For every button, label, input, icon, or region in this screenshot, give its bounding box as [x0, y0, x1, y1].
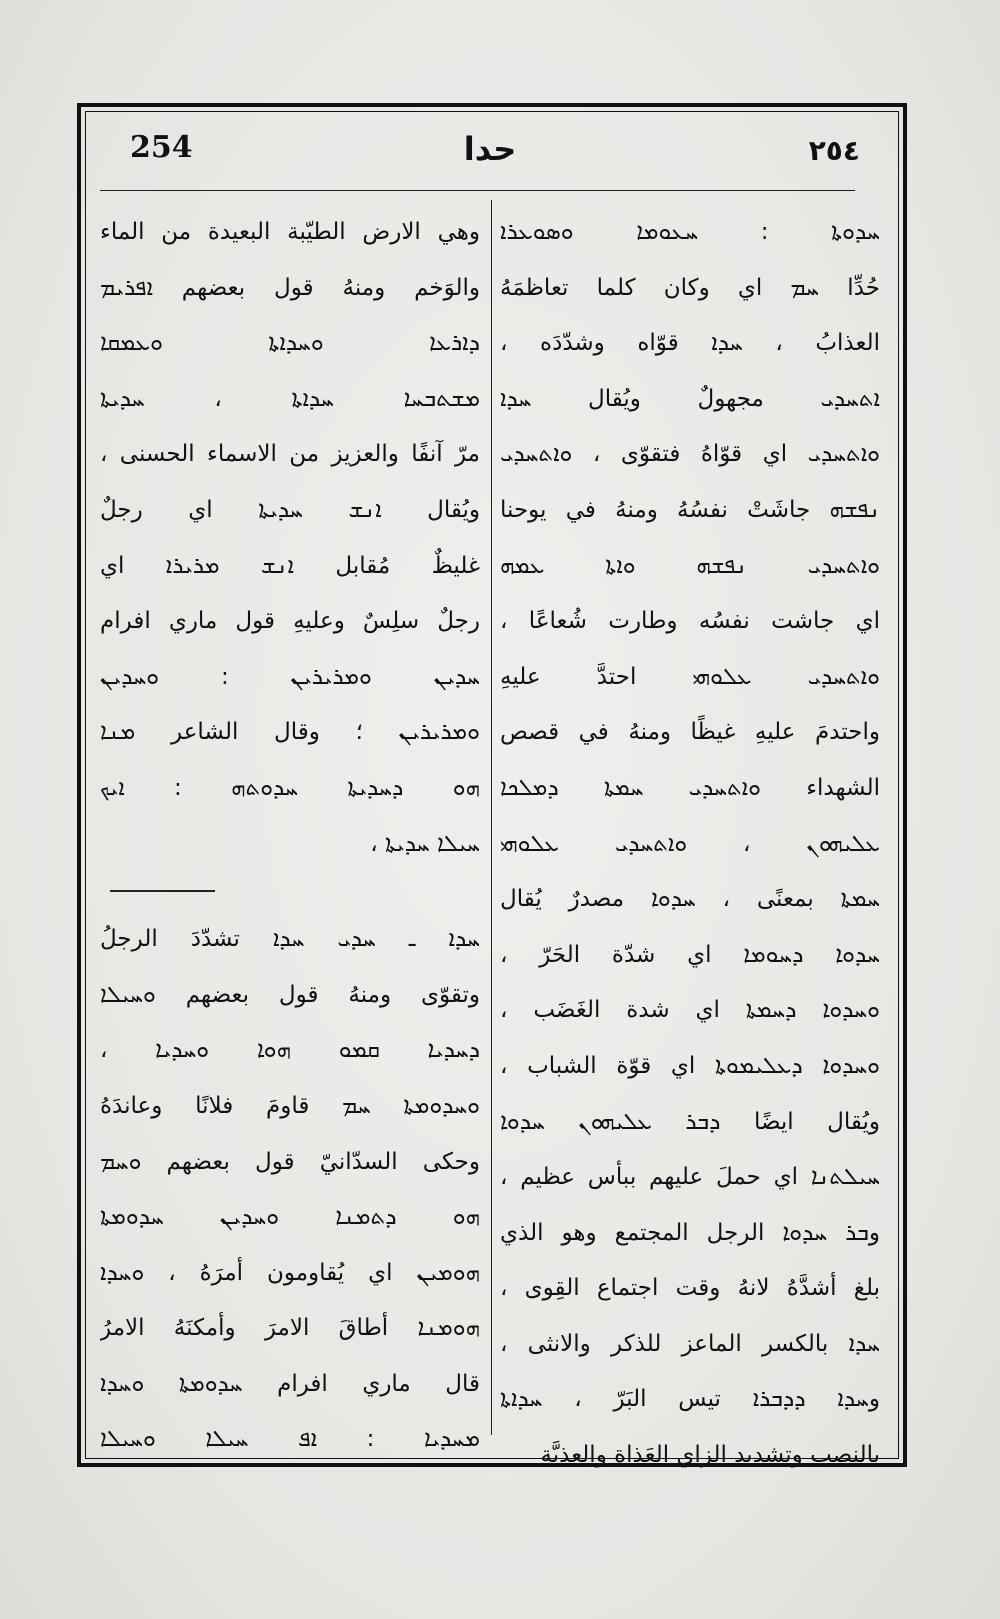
text-line: ܚܡܬܐ بمعنًى ، ܚܕܘܐ مصدرٌ يُقال — [500, 886, 880, 913]
page-header — [100, 130, 880, 180]
text-line: بلغ أشدَّهُ لانهُ وقت اجتماع القِوى ، — [500, 1275, 880, 1302]
text-line: مرّ آنفًا والعزيز من الاسماء الحسنى ، — [100, 441, 480, 468]
running-head: حدا — [463, 130, 517, 168]
text-line: ܚܕܝܢ ܘܡܪܝܪܝܢ : ܘܚܕܝܢ — [100, 663, 480, 690]
text-line: ܚܕܘܐ ܕܚܘܡܐ اي شدّة الحَرّ ، — [500, 941, 880, 968]
text-line: ܗܘ ܕܚܕܝܬܐ ܚܕܘܬܗ : ܐܝܟ — [100, 774, 480, 801]
text-line: ويُقال ايضًا ܕܒܪ ܥܠܝܗܘܢ ܚܕܘܐ — [500, 1108, 880, 1135]
entry-separator — [100, 872, 480, 912]
column-divider — [491, 200, 492, 1435]
text-line: ܐܬܚܕܝ مجهولٌ ويُقال ܚܕܐ — [500, 385, 880, 412]
page-number-arabic: ٢٥٤ — [808, 134, 860, 167]
text-line: وتقوّى ومنهُ قول بعضهم ܘܚܝܠܐ — [100, 981, 480, 1008]
text-line: وܚܕܐ ܕܕܒܪܐ تيس البَرّ ، ܚܕܐܬܐ — [500, 1386, 880, 1413]
text-line: ܕܚܕܝܐ ܩܡܘ ܗܘܐ ܘܚܕܝܐ ، — [100, 1037, 480, 1064]
text-line: ܘܐܬܚܕܝ ܥܠܘܗܝ احتدَّ عليهِ — [500, 663, 880, 690]
text-line: ܗܘ ܕܬܡܢܐ ܘܚܕܝܢ ܚܕܘܡܬܐ — [100, 1204, 480, 1231]
text-line: ܚܕܐ ـ ܚܕܝ ܚܕܐ تشدّدَ الرجلُ — [100, 926, 480, 953]
text-line: العذابُ ، ܚܕܐ قوّاه وشدّدَه ، — [500, 330, 880, 357]
text-line: ܡܚܕܝܐ : ܐܦ ܚܝܠܐ ܘܚܝܠܐ — [100, 1426, 480, 1453]
text-line: قال ماري افرام ܚܕܘܡܬܐ ܘܚܕܐ — [100, 1370, 480, 1397]
text-line: ܕܐܪܥܐ ܘܚܕܐܬܐ ܘܥܡܩܐ — [100, 330, 480, 357]
text-line: بالنصب وتشديد الزاي العَذاة والعذيَّة — [540, 1442, 880, 1469]
text-line: اي جاشت نفسُه وطارت شُعاعًا ، — [500, 608, 880, 635]
text-line: ܚܕܘܬܐ : ܚܥܘܡܐ ܘܣܘܥܪܐ — [500, 219, 880, 245]
text-line: ܚܝܠܐ ܚܕܝܬܐ ، — [370, 830, 480, 857]
text-line: وهي الارض الطيّبة البعيدة من الماء — [100, 219, 480, 245]
text-line: ܘܚܕܘܐ ܕܥܠܝܡܘܬܐ اي قوّة الشباب ، — [500, 1052, 880, 1079]
text-line: وܒܪ ܚܕܘܐ الرجل المجتمع وهو الذي — [500, 1219, 880, 1246]
text-line: ويُقال ܐܢܫ ܚܕܝܬܐ اي رجلٌ — [100, 496, 480, 523]
text-line: غليظٌ مُقابل ܐܢܫ ܡܪܝܪܐ اي — [100, 552, 480, 579]
text-line: رجلٌ سلِسٌ وعليهِ قول ماري افرام — [100, 608, 480, 635]
text-line: ܢܦܫܗ جاشَتْ نفسُهُ ومنهُ في يوحنا — [500, 496, 880, 523]
text-line: ܥܠܝܗܘܢ ، ܘܐܬܚܕܝ ܥܠܘܗܝ — [500, 830, 880, 857]
left-column — [100, 205, 480, 1453]
text-line: والوَخم ومنهُ قول بعضهم ܐܦܪܝܡ — [100, 274, 480, 301]
text-line: ܚܝܠܬܢܐ اي حملَ عليهم ببأس عظيم ، — [500, 1164, 880, 1191]
text-line: ܘܡܪܝܪܝܢ ؛ وقال الشاعر ܡܢܐ — [100, 719, 480, 746]
text-line: ܘܚܕܘܐ ܕܚܡܬܐ اي شدة الغَضَب ، — [500, 997, 880, 1024]
text-line: واحتدمَ عليهِ غيظًا ومنهُ في قصص — [500, 719, 880, 746]
text-line: ܚܕܐ بالكسر الماعز للذكر والانثى ، — [500, 1330, 880, 1357]
text-line: ܗܘܡܢܐ أطاقَ الامرَ وأمكنَهُ الامرُ — [100, 1315, 480, 1342]
text-line: ܘܐܬܚܕܝ اي قوّاهُ فتقوّى ، ܘܐܬܚܕܝ — [500, 441, 880, 468]
text-line: ܗܘܡܝܢ اي يُقاومون أمرَهُ ، ܘܚܕܐ — [100, 1259, 480, 1286]
text-line: ܘܐܬܚܕܝ ܢܦܫܗ ܘܐܬܐ ܥܡܗ — [500, 552, 880, 579]
page-number-latin: 254 — [130, 130, 193, 165]
text-line: وحكى السدّانيّ قول بعضهم ܘܚܡ — [100, 1148, 480, 1175]
text-line: حُدِّا ܚܡ اي وكان كلما تعاظمَهُ — [500, 274, 880, 301]
right-column — [500, 205, 880, 1469]
text-line: ܘܚܕܘܡܬܐ ܚܡ قاومَ فلانًا وعاندَهُ — [100, 1092, 480, 1119]
text-line: الشهداء ܘܐܬܚܕܝ ܚܡܬܐ ܕܡܠܟܐ — [500, 774, 880, 801]
text-line: ܡܫܬܒܚܐ ܚܕܐܬܐ ، ܚܕܝܬܐ — [100, 385, 480, 412]
separator-rule — [110, 890, 215, 892]
header-rule — [100, 190, 855, 191]
